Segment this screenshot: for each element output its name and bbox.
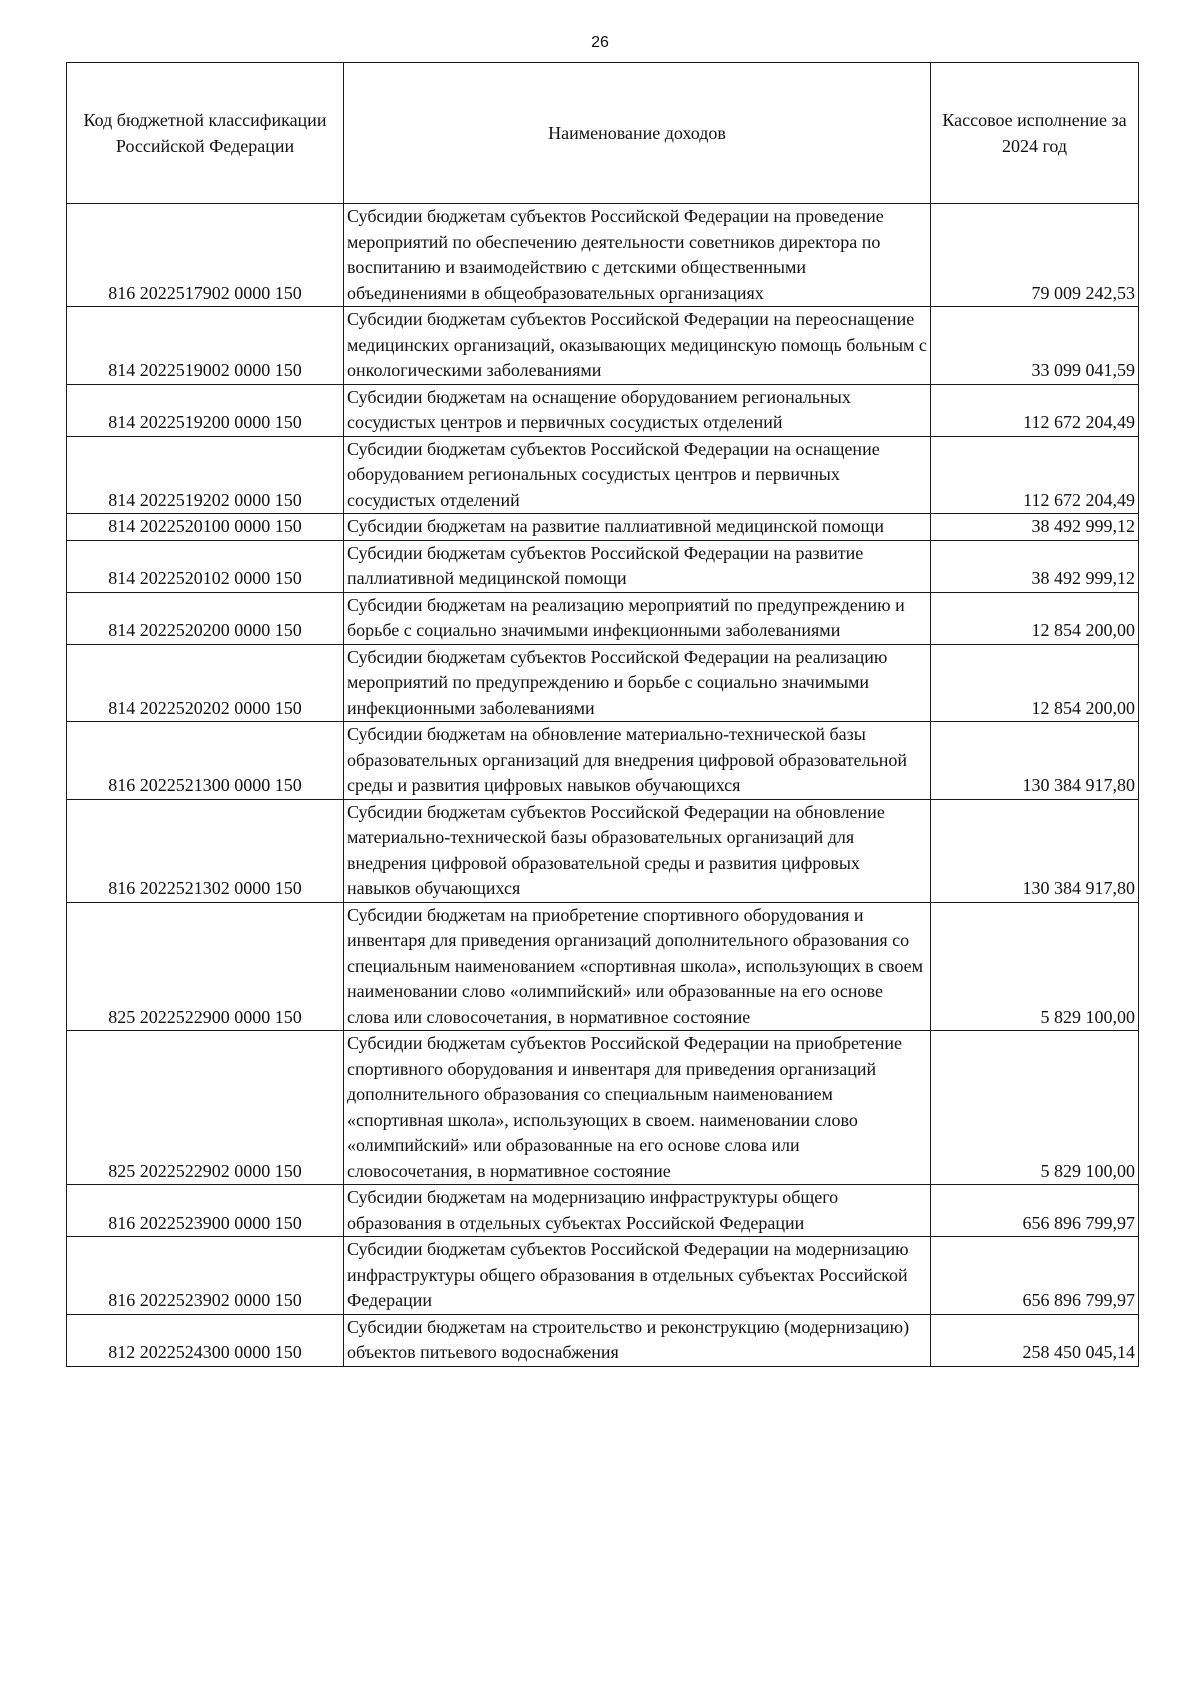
row-amount: 258 450 045,14 (931, 1314, 1139, 1366)
table-row (67, 799, 1139, 902)
header-name: Наименование доходов (344, 63, 931, 204)
table-row (67, 1185, 1139, 1237)
row-amount: 112 672 204,49 (931, 436, 1139, 514)
row-code: 814 2022520102 0000 150 (67, 540, 344, 592)
row-name: Субсидии бюджетам субъектов Российской Федерации на переоснащение медицинских организаций, оказывающих медицинскую помощь больным с онкологическими заболеваниями (344, 307, 931, 385)
row-code: 814 2022520202 0000 150 (67, 644, 344, 722)
row-code: 816 2022517902 0000 150 (67, 204, 344, 307)
header-amount: Кассовое исполнение за 2024 год (931, 63, 1139, 204)
row-code: 812 2022524300 0000 150 (67, 1314, 344, 1366)
row-amount: 38 492 999,12 (931, 540, 1139, 592)
table-row (67, 436, 1139, 514)
row-name: Субсидии бюджетам субъектов Российской Федерации на модернизацию инфраструктуры общего образования в отдельных субъектах Российской Федерации (344, 1237, 931, 1315)
table-row (67, 644, 1139, 722)
row-amount: 33 099 041,59 (931, 307, 1139, 385)
row-amount: 79 009 242,53 (931, 204, 1139, 307)
header-code: Код бюджетной классификации Российской Федерации (67, 63, 344, 204)
row-amount: 130 384 917,80 (931, 722, 1139, 800)
row-amount: 112 672 204,49 (931, 384, 1139, 436)
row-name: Субсидии бюджетам субъектов Российской Федерации на обновление материально-технической базы образовательных организаций для внедрения цифровой образовательной среды и развития цифровых навыков обучающихся (344, 799, 931, 902)
row-amount: 130 384 917,80 (931, 799, 1139, 902)
table-row (67, 1314, 1139, 1366)
row-code: 816 2022523900 0000 150 (67, 1185, 344, 1237)
row-code: 816 2022523902 0000 150 (67, 1237, 344, 1315)
row-amount: 5 829 100,00 (931, 902, 1139, 1031)
row-name: Субсидии бюджетам субъектов Российской Федерации на оснащение оборудованием региональных сосудистых центров и первичных сосудистых отделений (344, 436, 931, 514)
table-row (67, 204, 1139, 307)
table-row (67, 592, 1139, 644)
row-code: 825 2022522902 0000 150 (67, 1031, 344, 1185)
row-code: 814 2022519202 0000 150 (67, 436, 344, 514)
row-name: Субсидии бюджетам на реализацию мероприятий по предупреждению и борьбе с социально значимыми инфекционными заболеваниями (344, 592, 931, 644)
row-code: 816 2022521300 0000 150 (67, 722, 344, 800)
row-amount: 38 492 999,12 (931, 514, 1139, 541)
row-name: Субсидии бюджетам на модернизацию инфраструктуры общего образования в отдельных субъектах Российской Федерации (344, 1185, 931, 1237)
table-row (67, 1031, 1139, 1185)
table-row (67, 902, 1139, 1031)
row-name: Субсидии бюджетам субъектов Российской Федерации на приобретение спортивного оборудования и инвентаря для приведения организаций дополнительного образования со специальным наименованием «спортивная школа», использующих в своем. наименовании слово «олимпийский» или образованные на его основе слова или словосочетания, в нормативное состояние (344, 1031, 931, 1185)
table-row (67, 384, 1139, 436)
table-row (67, 307, 1139, 385)
row-code: 814 2022520100 0000 150 (67, 514, 344, 541)
row-amount: 656 896 799,97 (931, 1185, 1139, 1237)
revenue-table (66, 62, 1139, 1367)
row-code: 814 2022519002 0000 150 (67, 307, 344, 385)
row-code: 814 2022519200 0000 150 (67, 384, 344, 436)
row-name: Субсидии бюджетам на обновление материально-технической базы образовательных организаций для внедрения цифровой образовательной среды и развития цифровых навыков обучающихся (344, 722, 931, 800)
row-amount: 12 854 200,00 (931, 592, 1139, 644)
row-name: Субсидии бюджетам на оснащение оборудованием региональных сосудистых центров и первичных сосудистых отделений (344, 384, 931, 436)
row-name: Субсидии бюджетам субъектов Российской Федерации на развитие паллиативной медицинской помощи (344, 540, 931, 592)
table-row (67, 1237, 1139, 1315)
row-amount: 656 896 799,97 (931, 1237, 1139, 1315)
row-name: Субсидии бюджетам на приобретение спортивного оборудования и инвентаря для приведения организаций дополнительного образования со специальным наименованием «спортивная школа», использующих в своем наименовании слово «олимпийский» или образованные на его основе слова или словосочетания, в нормативное состояние (344, 902, 931, 1031)
row-name: Субсидии бюджетам на развитие паллиативной медицинской помощи (344, 514, 931, 541)
row-code: 825 2022522900 0000 150 (67, 902, 344, 1031)
row-name: Субсидии бюджетам субъектов Российской Федерации на реализацию мероприятий по предупреждению и борьбе с социально значимыми инфекционными заболеваниями (344, 644, 931, 722)
row-name: Субсидии бюджетам на строительство и реконструкцию (модернизацию) объектов питьевого водоснабжения (344, 1314, 931, 1366)
table-header-row (67, 63, 1139, 204)
row-amount: 12 854 200,00 (931, 644, 1139, 722)
row-amount: 5 829 100,00 (931, 1031, 1139, 1185)
page-number: 26 (591, 34, 609, 51)
table-row (67, 722, 1139, 800)
row-code: 814 2022520200 0000 150 (67, 592, 344, 644)
row-name: Субсидии бюджетам субъектов Российской Федерации на проведение мероприятий по обеспечению деятельности советников директора по воспитанию и взаимодействию с детскими общественными объединениями в общеобразовательных организациях (344, 204, 931, 307)
table-row (67, 540, 1139, 592)
row-code: 816 2022521302 0000 150 (67, 799, 344, 902)
table-row (67, 514, 1139, 541)
